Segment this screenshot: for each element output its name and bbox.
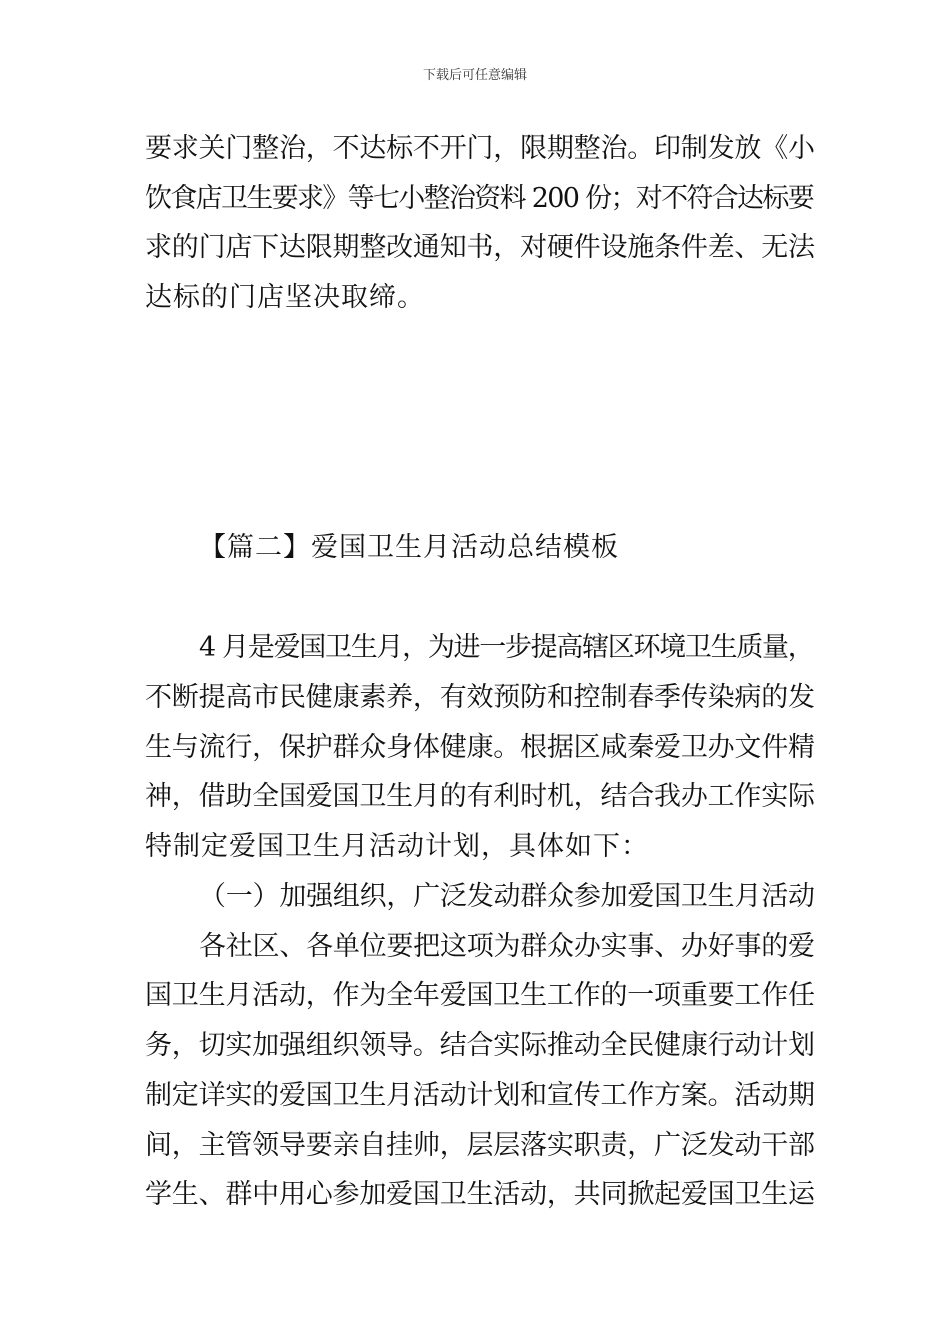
paragraph-line: 制定详实的爱国卫生月活动计划和宣传工作方案。活动期 xyxy=(145,1080,815,1111)
paragraph-line: 特制定爱国卫生月活动计划，具体如下： xyxy=(145,831,649,862)
section-title: 【篇二】爱国卫生月活动总结模板 xyxy=(199,532,619,563)
paragraph-line: 4 月是爱国卫生月，为进一步提高辖区环境卫生质量， xyxy=(199,632,814,663)
paragraph-line: 求的门店下达限期整改通知书，对硬件设施条件差、无法 xyxy=(145,232,815,263)
paragraph-line: 达标的门店坚决取缔。 xyxy=(145,282,425,313)
header-note: 下载后可任意编辑 xyxy=(422,68,527,83)
paragraph-line: 学生、群中用心参加爱国卫生活动，共同掀起爱国卫生运 xyxy=(145,1179,815,1210)
paragraph-line: 生与流行，保护群众身体健康。根据区咸秦爱卫办文件精 xyxy=(145,732,815,763)
paragraph-line: 国卫生月活动，作为全年爱国卫生工作的一项重要工作任 xyxy=(145,980,815,1011)
paragraph-line: 神，借助全国爱国卫生月的有利时机，结合我办工作实际 xyxy=(145,781,815,812)
paragraph-line: 要求关门整治，不达标不开门，限期整治。印制发放《小 xyxy=(145,133,815,164)
subheading: （一）加强组织，广泛发动群众参加爱国卫生月活动 xyxy=(199,881,815,912)
paragraph-line: 各社区、各单位要把这项为群众办实事、办好事的爱 xyxy=(199,931,815,962)
paragraph-line: 务，切实加强组织领导。结合实际推动全民健康行动计划 xyxy=(145,1030,815,1061)
paragraph-line: 间，主管领导要亲自挂帅，层层落实职责，广泛发动干部 xyxy=(145,1130,815,1161)
paragraph-line: 不断提高市民健康素养，有效预防和控制春季传染病的发 xyxy=(145,682,815,713)
paragraph-line: 饮食店卫生要求》等七小整治资料 200 份；对不符合达标要 xyxy=(145,183,814,214)
